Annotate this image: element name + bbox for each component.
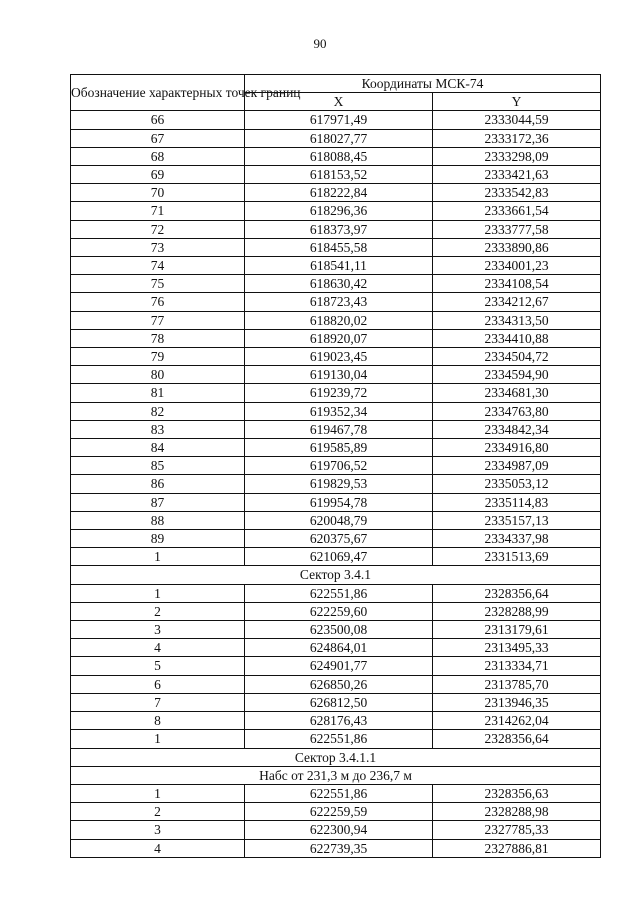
table-row: [71, 675, 601, 693]
table-row: [71, 584, 601, 602]
point-number-cell: 2: [71, 803, 245, 821]
table-row: [71, 238, 601, 256]
table-row: [71, 457, 601, 475]
table-row: [71, 275, 601, 293]
point-number-cell: 70: [71, 184, 245, 202]
x-coordinate-cell: 628176,43: [245, 712, 433, 730]
y-coordinate-cell: 2333661,54: [433, 202, 601, 220]
table-row: [71, 602, 601, 620]
y-coordinate-cell: 2333044,59: [433, 111, 601, 129]
point-number-cell: 86: [71, 475, 245, 493]
point-number-cell: 6: [71, 675, 245, 693]
point-number-cell: 83: [71, 420, 245, 438]
x-coordinate-cell: 619954,78: [245, 493, 433, 511]
table-row: [71, 220, 601, 238]
coordinates-column-header: Координаты МСК-74: [245, 75, 601, 93]
sector-label: Набс от 231,3 м до 236,7 м: [71, 766, 601, 784]
y-coordinate-cell: 2333777,58: [433, 220, 601, 238]
y-coordinate-cell: 2333542,83: [433, 184, 601, 202]
y-coordinate-cell: 2334763,80: [433, 402, 601, 420]
y-coordinate-cell: 2313495,33: [433, 639, 601, 657]
table-row: [71, 639, 601, 657]
y-coordinate-cell: 2328288,99: [433, 602, 601, 620]
table-row: [71, 257, 601, 275]
x-coordinate-cell: 619352,34: [245, 402, 433, 420]
y-coordinate-cell: 2334504,72: [433, 348, 601, 366]
y-coordinate-cell: 2331513,69: [433, 548, 601, 566]
x-coordinate-cell: 618027,77: [245, 129, 433, 147]
point-number-cell: 85: [71, 457, 245, 475]
x-coordinate-cell: 620048,79: [245, 511, 433, 529]
table-row: [71, 348, 601, 366]
sector-row: [71, 766, 601, 784]
y-coordinate-cell: 2334410,88: [433, 329, 601, 347]
y-column-header: Y: [433, 93, 601, 111]
x-coordinate-cell: 622551,86: [245, 784, 433, 802]
points-column-header: Обозначение характерных точек границ: [71, 75, 245, 111]
table-row: [71, 111, 601, 129]
x-coordinate-cell: 618723,43: [245, 293, 433, 311]
x-coordinate-cell: 618373,97: [245, 220, 433, 238]
table-row: [71, 202, 601, 220]
x-coordinate-cell: 618820,02: [245, 311, 433, 329]
table-row: [71, 803, 601, 821]
page-number: 90: [313, 36, 327, 51]
table-row: [71, 493, 601, 511]
table-header: [71, 75, 601, 111]
y-coordinate-cell: 2328356,64: [433, 730, 601, 748]
y-coordinate-cell: 2334313,50: [433, 311, 601, 329]
point-number-cell: 77: [71, 311, 245, 329]
x-coordinate-cell: 622739,35: [245, 839, 433, 857]
table-row: [71, 730, 601, 748]
y-coordinate-cell: 2327785,33: [433, 821, 601, 839]
point-number-cell: 84: [71, 439, 245, 457]
x-column-header: X: [245, 93, 433, 111]
table-row: [71, 129, 601, 147]
point-number-cell: 5: [71, 657, 245, 675]
point-number-cell: 72: [71, 220, 245, 238]
x-coordinate-cell: 619023,45: [245, 348, 433, 366]
table-row: [71, 839, 601, 857]
y-coordinate-cell: 2334916,80: [433, 439, 601, 457]
y-coordinate-cell: 2314262,04: [433, 712, 601, 730]
sector-label: Сектор 3.4.1.1: [71, 748, 601, 766]
table-row: [71, 821, 601, 839]
point-number-cell: 69: [71, 166, 245, 184]
x-coordinate-cell: 618088,45: [245, 147, 433, 165]
point-number-cell: 74: [71, 257, 245, 275]
table-row: [71, 329, 601, 347]
table-row: [71, 693, 601, 711]
x-coordinate-cell: 626812,50: [245, 693, 433, 711]
x-coordinate-cell: 624864,01: [245, 639, 433, 657]
point-number-cell: 81: [71, 384, 245, 402]
y-coordinate-cell: 2328356,64: [433, 584, 601, 602]
y-coordinate-cell: 2333172,36: [433, 129, 601, 147]
x-coordinate-cell: 618920,07: [245, 329, 433, 347]
x-coordinate-cell: 621069,47: [245, 548, 433, 566]
point-number-cell: 3: [71, 821, 245, 839]
point-number-cell: 71: [71, 202, 245, 220]
y-coordinate-cell: 2335114,83: [433, 493, 601, 511]
x-coordinate-cell: 619706,52: [245, 457, 433, 475]
point-number-cell: 80: [71, 366, 245, 384]
sector-row: [71, 748, 601, 766]
table-row: [71, 402, 601, 420]
point-number-cell: 79: [71, 348, 245, 366]
coordinates-table: [70, 74, 601, 858]
point-number-cell: 7: [71, 693, 245, 711]
y-coordinate-cell: 2333298,09: [433, 147, 601, 165]
table-row: [71, 147, 601, 165]
point-number-cell: 68: [71, 147, 245, 165]
table-row: [71, 530, 601, 548]
table-row: [71, 657, 601, 675]
table-row: [71, 366, 601, 384]
x-coordinate-cell: 619585,89: [245, 439, 433, 457]
x-coordinate-cell: 623500,08: [245, 621, 433, 639]
y-coordinate-cell: 2334594,90: [433, 366, 601, 384]
point-number-cell: 76: [71, 293, 245, 311]
point-number-cell: 1: [71, 584, 245, 602]
sector-label: Сектор 3.4.1: [71, 566, 601, 584]
point-number-cell: 78: [71, 329, 245, 347]
y-coordinate-cell: 2334108,54: [433, 275, 601, 293]
x-coordinate-cell: 618630,42: [245, 275, 433, 293]
y-coordinate-cell: 2333890,86: [433, 238, 601, 256]
y-coordinate-cell: 2335157,13: [433, 511, 601, 529]
point-number-cell: 66: [71, 111, 245, 129]
point-number-cell: 1: [71, 784, 245, 802]
point-number-cell: 1: [71, 730, 245, 748]
table-row: [71, 548, 601, 566]
y-coordinate-cell: 2313785,70: [433, 675, 601, 693]
x-coordinate-cell: 619239,72: [245, 384, 433, 402]
x-coordinate-cell: 622259,59: [245, 803, 433, 821]
point-number-cell: 89: [71, 530, 245, 548]
x-coordinate-cell: 626850,26: [245, 675, 433, 693]
y-coordinate-cell: 2335053,12: [433, 475, 601, 493]
y-coordinate-cell: 2334212,67: [433, 293, 601, 311]
x-coordinate-cell: 622259,60: [245, 602, 433, 620]
table-row: [71, 475, 601, 493]
table-row: [71, 293, 601, 311]
point-number-cell: 75: [71, 275, 245, 293]
y-coordinate-cell: 2313179,61: [433, 621, 601, 639]
y-coordinate-cell: 2328356,63: [433, 784, 601, 802]
table-row: [71, 712, 601, 730]
x-coordinate-cell: 622551,86: [245, 584, 433, 602]
table-row: [71, 184, 601, 202]
table-row: [71, 511, 601, 529]
x-coordinate-cell: 617971,49: [245, 111, 433, 129]
y-coordinate-cell: 2313334,71: [433, 657, 601, 675]
table-row: [71, 439, 601, 457]
table-row: [71, 784, 601, 802]
point-number-cell: 2: [71, 602, 245, 620]
x-coordinate-cell: 618296,36: [245, 202, 433, 220]
x-coordinate-cell: 622551,86: [245, 730, 433, 748]
y-coordinate-cell: 2334337,98: [433, 530, 601, 548]
x-coordinate-cell: 619467,78: [245, 420, 433, 438]
y-coordinate-cell: 2334681,30: [433, 384, 601, 402]
point-number-cell: 67: [71, 129, 245, 147]
table-row: [71, 621, 601, 639]
table-row: [71, 311, 601, 329]
point-number-cell: 88: [71, 511, 245, 529]
point-number-cell: 73: [71, 238, 245, 256]
point-number-cell: 87: [71, 493, 245, 511]
x-coordinate-cell: 619829,53: [245, 475, 433, 493]
x-coordinate-cell: 618541,11: [245, 257, 433, 275]
point-number-cell: 82: [71, 402, 245, 420]
table-row: [71, 384, 601, 402]
y-coordinate-cell: 2327886,81: [433, 839, 601, 857]
point-number-cell: 4: [71, 839, 245, 857]
y-coordinate-cell: 2328288,98: [433, 803, 601, 821]
x-coordinate-cell: 619130,04: [245, 366, 433, 384]
sector-row: [71, 566, 601, 584]
x-coordinate-cell: 622300,94: [245, 821, 433, 839]
y-coordinate-cell: 2334842,34: [433, 420, 601, 438]
x-coordinate-cell: 618222,84: [245, 184, 433, 202]
table-row: [71, 420, 601, 438]
y-coordinate-cell: 2334001,23: [433, 257, 601, 275]
point-number-cell: 3: [71, 621, 245, 639]
y-coordinate-cell: 2333421,63: [433, 166, 601, 184]
point-number-cell: 8: [71, 712, 245, 730]
table-row: [71, 166, 601, 184]
x-coordinate-cell: 618455,58: [245, 238, 433, 256]
y-coordinate-cell: 2334987,09: [433, 457, 601, 475]
point-number-cell: 1: [71, 548, 245, 566]
point-number-cell: 4: [71, 639, 245, 657]
x-coordinate-cell: 624901,77: [245, 657, 433, 675]
table-body: [71, 111, 601, 857]
x-coordinate-cell: 620375,67: [245, 530, 433, 548]
x-coordinate-cell: 618153,52: [245, 166, 433, 184]
y-coordinate-cell: 2313946,35: [433, 693, 601, 711]
